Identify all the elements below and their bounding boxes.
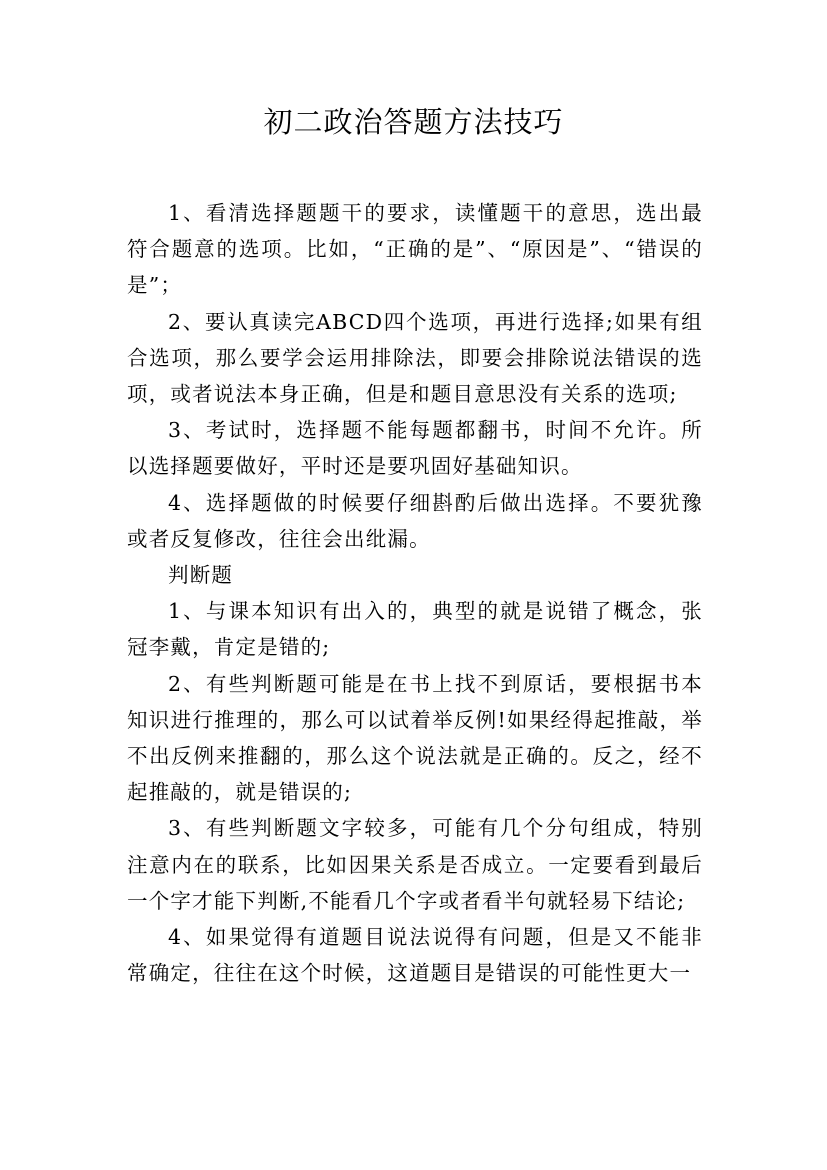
paragraph-judgment-1: 1、与课本知识有出入的，典型的就是说错了概念，张冠李戴，肯定是错的; [127,599,703,660]
document-body [127,195,703,991]
paragraph-judgment-4: 4、如果觉得有道题目说法说得有问题，但是又不能非常确定，往往在这个时候，这道题目是错误的可能性更大一 [127,925,703,986]
paragraph-choice-2: 2、要认真读完ABCD四个选项，再进行选择;如果有组合选项，那么要学会运用排除法，即要会排除说法错误的选项，或者说法本身正确，但是和题目意思没有关系的选项; [127,309,703,407]
section-heading-judgment: 判断题 [168,563,234,588]
document-title: 初二政治答题方法技巧 [263,105,564,139]
paragraph-choice-3: 3、考试时，选择题不能每题都翻书，时间不允许。所以选择题要做好，平时还是要巩固好基础知识。 [127,418,703,479]
paragraph-choice-4: 4、选择题做的时候要仔细斟酌后做出选择。不要犹豫或者反复修改，往往会出纰漏。 [127,490,703,551]
paragraph-judgment-2: 2、有些判断题可能是在书上找不到原话，要根据书本知识进行推理的，那么可以试着举反例!如果经得起推敲，举不出反例来推翻的，那么这个说法就是正确的。反之，经不起推敲的，就是错误的; [127,671,703,805]
paragraph-choice-1: 1、看清选择题题干的要求，读懂题干的意思，选出最符合题意的选项。比如，“正确的是”、“原因是”、“错误的是”； [127,201,703,298]
paragraph-judgment-3: 3、有些判断题文字较多，可能有几个分句组成，特别注意内在的联系，比如因果关系是否成立。一定要看到最后一个字才能下判断,不能看几个字或者看半句就轻易下结论; [127,816,703,913]
